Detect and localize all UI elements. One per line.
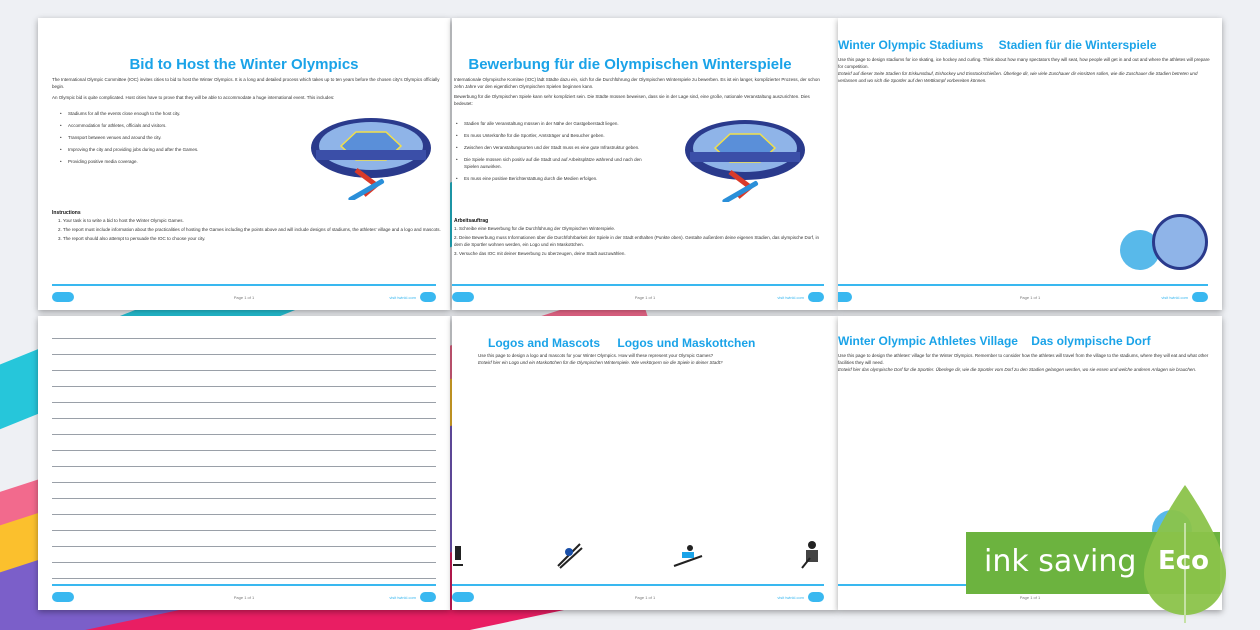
worksheet-bid-german [452, 18, 838, 310]
page-number: Page 1 of 1 [1019, 295, 1041, 300]
page-instructions [478, 352, 818, 366]
instruction-item: 3. The report should also attempt to persuade the IOC to choose your city. [58, 236, 206, 241]
instructions [52, 208, 442, 242]
footer-link: visit twinkl.com [389, 595, 416, 600]
twinkl-badge-icon [1192, 292, 1208, 302]
list-item: • Stadiums for all the events close enough to the host city. [60, 110, 300, 117]
instruction-german: Entwirf hier ein Logo und ein Maskottchen für die Olympischen Winterspiele. Wie verkörpern sie die Spiele in deiner Stadt? [478, 360, 723, 365]
requirements-list [60, 110, 300, 170]
stadium-illustration [306, 110, 436, 200]
title-german: Das olympische Dorf [1031, 334, 1151, 348]
ski-jumper-icon [554, 540, 584, 570]
instruction-english: Use this page to design stadiums for ice skating, ice hockey and curling. Think about how many spectators they will seat, how people will get in and out and where the athletes will prepare for competition. [838, 57, 1210, 69]
eco-label: Eco [1158, 546, 1210, 576]
intro-paragraph-2: Bewerbung für die Olympischen Spiele kann sehr kompliziert sein. Die Städte müssen beweisen, dass sie in der Lage sind, eine große, nationale Veranstaltung auszurichten. Dies bedeutet: [454, 94, 810, 106]
intro-text [454, 76, 824, 107]
worksheet-stadiums [838, 18, 1222, 310]
list-item: • Zwischen den Veranstaltungsorten und der Stadt muss es eine gute Infrastruktur geben. [456, 144, 656, 151]
worksheet-writing-lines [38, 316, 450, 610]
intro-paragraph-1: Internationale Olympische Komitee (IOC) lädt Städte dazu ein, sich für die Durchführung der Olympischen Winterspiele zu bewerben. Es ist ein langer, komplizierter Prozess, der schon zehn Jahre vor den eigentlichen Olympischen Spielen beginnen kann. [454, 77, 820, 89]
list-item: • Es muss eine positive Berichterstattung durch die Medien erfolgen. [456, 175, 656, 182]
footer-link: visit twinkl.com [777, 295, 804, 300]
page-title: Bid to Host the Winter Olympics [129, 56, 359, 73]
instructions-heading: Instructions [52, 210, 81, 216]
twinkl-badge-icon [420, 292, 436, 302]
intro-paragraph-1: The International Olympic Committee (IOC) invites cities to bid to host the Winter Olympics. It is a long and detailed process which takes up to ten years before the chosen city's Olympics officially begin. [52, 77, 440, 89]
list-item: • Accommodation for athletes, officials and visitors. [60, 122, 300, 129]
instructions-heading: Arbeitsauftrag [454, 218, 489, 224]
page-title [488, 336, 838, 350]
skater-icon [452, 544, 464, 568]
footer-rule [52, 284, 436, 286]
list-item: • Es muss Unterkünfte für die Sportler, Amtsträger und Besucher geben. [456, 132, 656, 139]
instruction-english: Use this page to design the athletes' village for the Winter Olympics. Remember to consider how the athletes will travel from the village to the stadiums, where they will eat and what other facilities they will need. [838, 353, 1209, 365]
page-number: Page 1 of 1 [634, 595, 656, 600]
title-english: Logos and Mascots [488, 336, 601, 350]
footer-rule [52, 584, 436, 586]
footer-link: visit twinkl.com [1161, 295, 1188, 300]
footer-rule [452, 284, 824, 286]
list-item: • Die Spiele müssen sich positiv auf die Stadt und auf Arbeitsplätze während und nach den Spielen auswirken. [456, 156, 656, 170]
title-english: Winter Olympic Athletes Village [838, 334, 1018, 348]
instructions [454, 216, 824, 257]
instruction-german: Entwirf hier das olympische Dorf für die Sportler. Überlege dir, wie die Sportler vom Dorf zu den Stadien gelangen werden, wo sie essen und welche anderen Anlagen sie brauchen. [838, 367, 1197, 372]
footer-link: visit twinkl.com [777, 595, 804, 600]
footer-rule [838, 284, 1208, 286]
page-number: Page 1 of 1 [233, 295, 255, 300]
writing-lines [52, 338, 436, 594]
list-item: • Transport between venues and around the city. [60, 134, 300, 141]
instruction-english: Use this page to design a logo and mascots for your Winter Olympics. How will these represent your Olympic Games? [478, 353, 714, 358]
title-english: Winter Olympic Stadiums [838, 38, 984, 52]
footer-link: visit twinkl.com [389, 295, 416, 300]
instruction-german: Entwirf auf dieser Seite Stadien für Eiskunstlauf, Eishockey und Eisstockschießen. Überlege dir, wie viele Zuschauer dir einsitzen sollen, wie die Zuschauer die Stadien betreten und verlassen und wo sich die Sportler auf den Wettkampf vorbereiten können. [838, 71, 1198, 83]
footer-rule [452, 584, 824, 586]
twinkl-badge-icon [808, 592, 824, 602]
page-title [838, 334, 1222, 348]
instruction-item: 2. The report must include information about the practicalities of hosting the Games including the points above and will include designs of stadiums, the athletes' village and a logo and mascots. [58, 227, 441, 232]
instruction-item: 1. Your task is to write a bid to host the Winter Olympic Games. [58, 218, 184, 223]
page-title [838, 38, 1222, 52]
twinkl-badge-icon [808, 292, 824, 302]
worksheet-bid-english [38, 18, 450, 310]
stadium-badge [1152, 214, 1208, 270]
stadium-illustration [680, 112, 810, 202]
list-item: • Improving the city and providing jobs during and after the Games. [60, 146, 300, 153]
title-german: Stadien für die Winterspiele [998, 38, 1157, 52]
requirements-list [456, 120, 656, 187]
ink-saving-label: ink saving [984, 544, 1137, 579]
instruction-item: 1. Schreibe eine Bewerbung für die Durchführung der Olympischen Winterspiele. [454, 226, 616, 231]
page-instructions [838, 352, 1210, 373]
title-german: Logos und Maskottchen [617, 336, 756, 350]
list-item: • Providing positive media coverage. [60, 158, 300, 165]
twinkl-badge-icon [420, 592, 436, 602]
page-number: Page 1 of 1 [634, 295, 656, 300]
skier-icon [672, 542, 704, 570]
page-title: Bewerbung für die Olympischen Winterspiele [468, 56, 792, 73]
instruction-item: 2. Deine Bewerbung muss Informationen über die Durchführbarkeit der Spiele in der Stadt enthalten (Punkte oben). Gestalte außerdem deine eigenen Stadien, das olympische Dorf, in dem die Sportler wohnen werden, ein Logo und ein Maskottchen. [454, 235, 819, 247]
intro-paragraph-2: An Olympic bid is quite complicated. Host cities have to prove that they will be able to accommodate a huge international event. This includes: [52, 95, 335, 100]
worksheet-logos-mascots [452, 316, 838, 610]
list-item: • Stadien für alle Veranstaltung müssen in der Nähe der Gastgeberstadt liegen. [456, 120, 656, 127]
intro-text [52, 76, 442, 101]
page-number: Page 1 of 1 [233, 595, 255, 600]
instruction-item: 3. Versuche das IOC mit deiner Bewerbung zu überzeugen, deine Stadt auszuwählen. [454, 251, 626, 256]
page-number: Page 1 of 1 [1019, 595, 1041, 600]
hockey-player-icon [798, 540, 824, 570]
page-instructions [838, 56, 1210, 84]
